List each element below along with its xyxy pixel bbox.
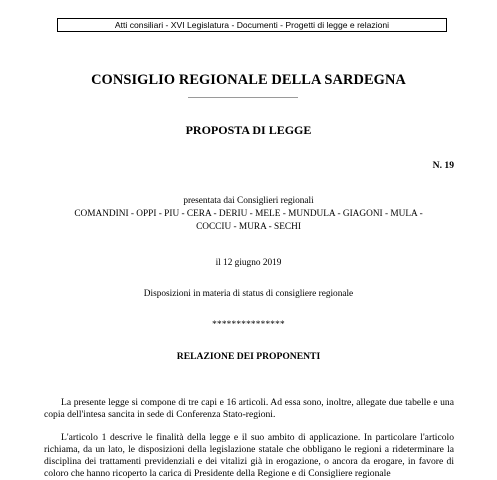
separator: *************** bbox=[212, 320, 285, 330]
section-title: RELAZIONE DEI PROPONENTI bbox=[176, 351, 321, 362]
presentation-date: il 12 giugno 2019 bbox=[215, 258, 282, 268]
document-title: PROPOSTA DI LEGGE bbox=[185, 123, 312, 137]
proponents-line: COCCIU - MURA - SECHI bbox=[196, 221, 301, 232]
council-name: CONSIGLIO REGIONALE DELLA SARDEGNA bbox=[91, 72, 406, 88]
presented-by: presentata dai Consiglieri regionali bbox=[183, 196, 314, 206]
proponents-list bbox=[0, 208, 497, 233]
breadcrumb: Atti consiliari - XVI Legislatura - Documenti - Progetti di legge e relazioni bbox=[57, 18, 447, 32]
proponents-line: COMANDINI - OPPI - PIU - CERA - DERIU - MELE - MUNDULA - GIAGONI - MULA - bbox=[74, 209, 423, 219]
document-number: N. 19 bbox=[432, 160, 454, 171]
document-subject: Disposizioni in materia di status di consigliere regionale bbox=[143, 289, 354, 299]
paragraph: L'articolo 1 descrive le finalità della legge e il suo ambito di applicazione. In particolare l'articolo richiama, da un lato, le disposizioni della legislazione statale che obbligano le regioni a rideterminare la disciplina dei trattamenti previdenziali e dei vitalizi già in erogazione, o ancora da erogare, in favore di coloro che hanno ricoperto la carica di Presidente della Regione e di Consigliere regionale bbox=[44, 432, 454, 479]
paragraph: La presente legge si compone di tre capi e 16 articoli. Ad essa sono, inoltre, allegate due tabelle e una copia dell'intesa sancita in sede di Conferenza Stato-regioni. bbox=[44, 397, 454, 420]
divider bbox=[188, 97, 298, 98]
